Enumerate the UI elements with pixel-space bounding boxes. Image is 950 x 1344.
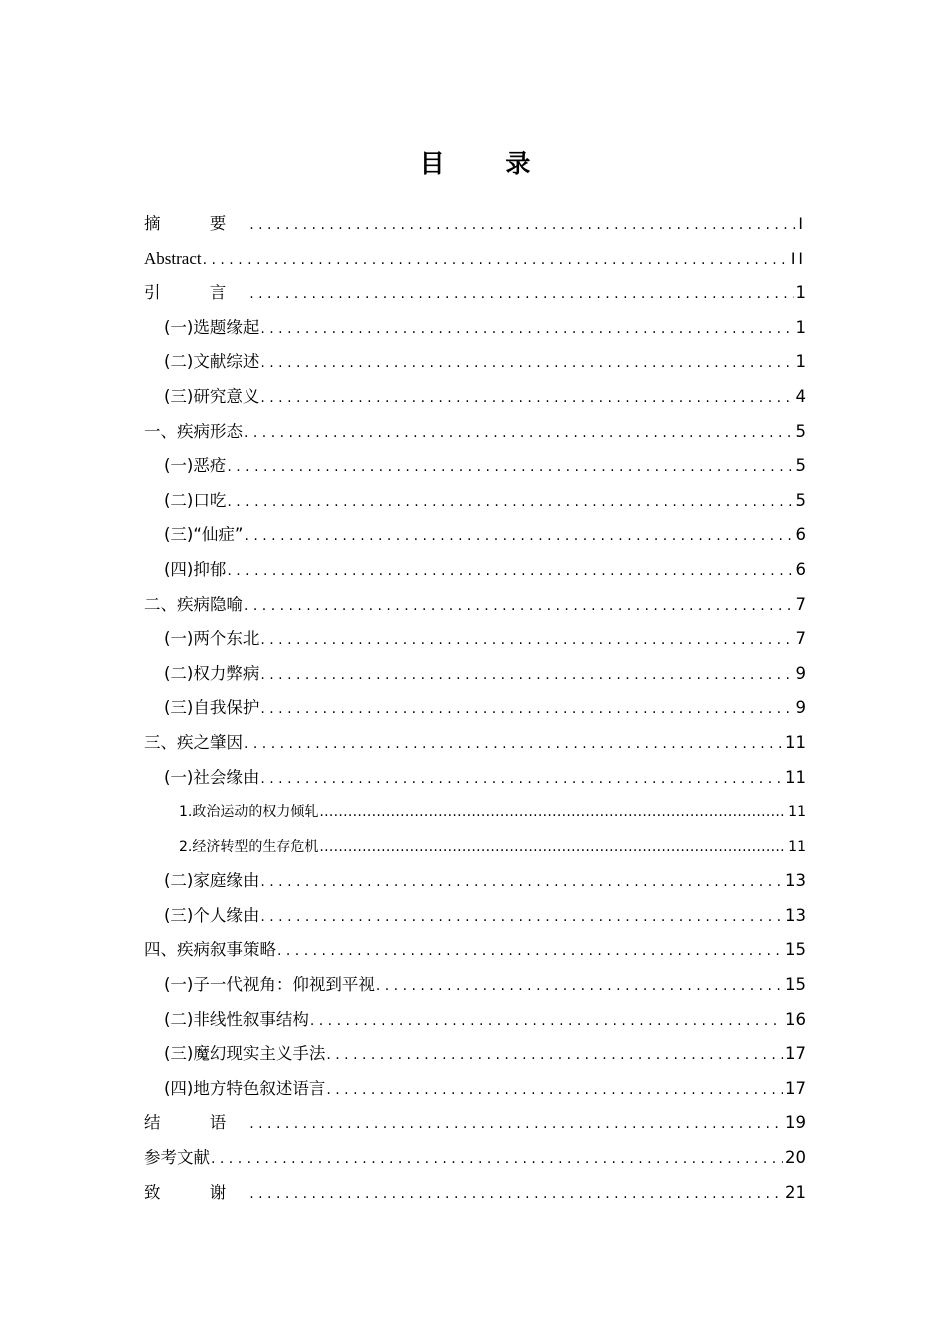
toc-entry-page: 16 [785,1009,806,1029]
toc-entry[interactable] [144,1072,806,1107]
toc-leader-dots [249,208,796,243]
toc-leader-dots [227,554,793,589]
toc-entry-page: 5 [795,421,806,441]
toc-entry-page: 1 [795,317,806,337]
toc-leader-dots [249,277,793,312]
toc-leader-dots [260,658,793,693]
toc-entry-label: 结 语 [144,1113,249,1133]
toc-entry-page: 9 [795,663,806,683]
toc-entry[interactable] [144,518,806,553]
toc-leader-dots [244,727,783,762]
toc-entry-label: (二)非线性叙事结构 [164,1009,309,1029]
toc-leader-dots [326,1073,783,1108]
toc-leader-dots [319,830,786,865]
toc-entry-page: 6 [795,559,806,579]
toc-leader-dots [249,1177,783,1212]
toc-entry[interactable] [144,761,806,796]
toc-leader-dots [260,312,793,347]
toc-entry[interactable] [144,311,806,346]
toc-leader-dots [260,346,793,381]
toc-entry[interactable] [144,968,806,1003]
toc-entry[interactable] [144,657,806,692]
toc-entry-page: 15 [785,975,806,995]
toc-entry[interactable] [144,864,806,899]
toc-entry[interactable] [144,553,806,588]
toc-entry-abstract-cn[interactable] [144,207,806,242]
toc-entry[interactable] [144,449,806,484]
toc-entry-page: 11 [788,804,806,821]
toc-entry-label: 参考文献 [144,1148,210,1168]
toc-leader-dots [244,416,794,451]
toc-entry-label: (三)个人缘由 [164,905,260,925]
toc-entry[interactable] [144,899,806,934]
toc-entry[interactable] [144,1003,806,1038]
toc-leader-dots [260,692,793,727]
toc-entry-label: (四)抑郁 [164,559,227,579]
toc-entry-label: Abstract [144,248,202,268]
toc-entry-page: 4 [795,386,806,406]
toc-entry-references[interactable] [144,1141,806,1176]
toc-entry-label: (二)口吃 [164,490,227,510]
toc-subentry[interactable] [144,830,806,865]
toc-leader-dots [244,519,793,554]
toc-entry-label: (二)家庭缘由 [164,871,260,891]
toc-entry-label: 四、疾病叙事策略 [144,940,276,960]
toc-leader-dots [244,589,794,624]
toc-leader-dots [277,934,783,969]
toc-entry-page: 6 [795,525,806,545]
toc-entry-chapter[interactable] [144,726,806,761]
toc-entry-page: 13 [785,905,806,925]
toc-entry-label: (二)文献综述 [164,352,260,372]
toc-entry-label: (三)自我保护 [164,698,260,718]
toc-leader-dots [260,865,783,900]
toc-entry-page: 15 [785,940,806,960]
toc-leader-dots [203,243,789,278]
toc-entry-label: 引 言 [144,283,249,303]
toc-entry[interactable] [144,691,806,726]
toc-entry-label: 致 谢 [144,1182,249,1202]
toc-entry[interactable] [144,345,806,380]
toc-entry-label: (三)研究意义 [164,386,260,406]
toc-entry-conclusion[interactable] [144,1106,806,1141]
toc-entry-page: II [790,249,806,268]
toc-entry-label: 二、疾病隐喻 [144,594,243,614]
toc-entry-label: (三)魔幻现实主义手法 [164,1044,326,1064]
toc-entry-page: 7 [795,629,806,649]
toc-leader-dots [376,969,783,1004]
toc-entry-page: 17 [785,1078,806,1098]
toc-entry-page: 11 [788,838,806,855]
toc-leader-dots [260,900,783,935]
toc-leader-dots [260,623,793,658]
toc-entry-label: 一、疾病形态 [144,421,243,441]
toc-entry-chapter[interactable] [144,588,806,623]
toc-entry-acknowledgements[interactable] [144,1176,806,1211]
toc-leader-dots [310,1004,783,1039]
toc-entry[interactable] [144,1037,806,1072]
toc-leader-dots [319,795,786,830]
toc-list [144,207,806,1210]
toc-entry-label: (一)恶疮 [164,456,227,476]
toc-entry-page: 21 [785,1182,806,1202]
toc-leader-dots [227,450,793,485]
toc-entry-chapter[interactable] [144,933,806,968]
toc-entry-label: 三、疾之肇因 [144,732,243,752]
toc-leader-dots [260,381,793,416]
toc-entry-page: I [798,215,806,233]
toc-subentry[interactable] [144,795,806,830]
toc-leader-dots [211,1142,783,1177]
toc-entry-label: (二)权力弊病 [164,663,260,683]
toc-entry[interactable] [144,622,806,657]
toc-entry-label: (三)“仙症” [164,525,244,545]
toc-entry[interactable] [144,484,806,519]
toc-entry-chapter[interactable] [144,415,806,450]
toc-entry-page: 1 [795,283,806,303]
toc-entry[interactable] [144,380,806,415]
toc-entry-page: 5 [795,456,806,476]
toc-entry-label: (一)子一代视角：仰视到平视 [164,975,375,995]
toc-entry-page: 7 [795,594,806,614]
toc-entry-label: (一)选题缘起 [164,317,260,337]
toc-entry-abstract-en[interactable] [144,242,806,277]
toc-entry-label: (四)地方特色叙述语言 [164,1078,326,1098]
toc-entry-page: 9 [795,698,806,718]
toc-entry-label: (一)两个东北 [164,629,260,649]
toc-title: 目 录 [419,149,557,178]
toc-leader-dots [227,485,793,520]
toc-entry-page: 17 [785,1044,806,1064]
toc-entry-label: 1.政治运动的权力倾轧 [179,804,319,821]
toc-entry-label: 摘 要 [144,214,249,233]
toc-entry-page: 1 [795,352,806,372]
toc-entry-page: 11 [785,732,806,752]
toc-entry-page: 5 [795,490,806,510]
toc-leader-dots [249,1107,783,1142]
toc-entry-label: (一)社会缘由 [164,767,260,787]
toc-leader-dots [260,762,783,797]
toc-entry-page: 20 [785,1148,806,1168]
toc-entry-label: 2.经济转型的生存危机 [179,838,319,855]
toc-entry-page: 13 [785,871,806,891]
toc-entry-page: 19 [785,1113,806,1133]
toc-leader-dots [326,1038,783,1073]
toc-entry-introduction[interactable] [144,276,806,311]
toc-entry-page: 11 [785,767,806,787]
